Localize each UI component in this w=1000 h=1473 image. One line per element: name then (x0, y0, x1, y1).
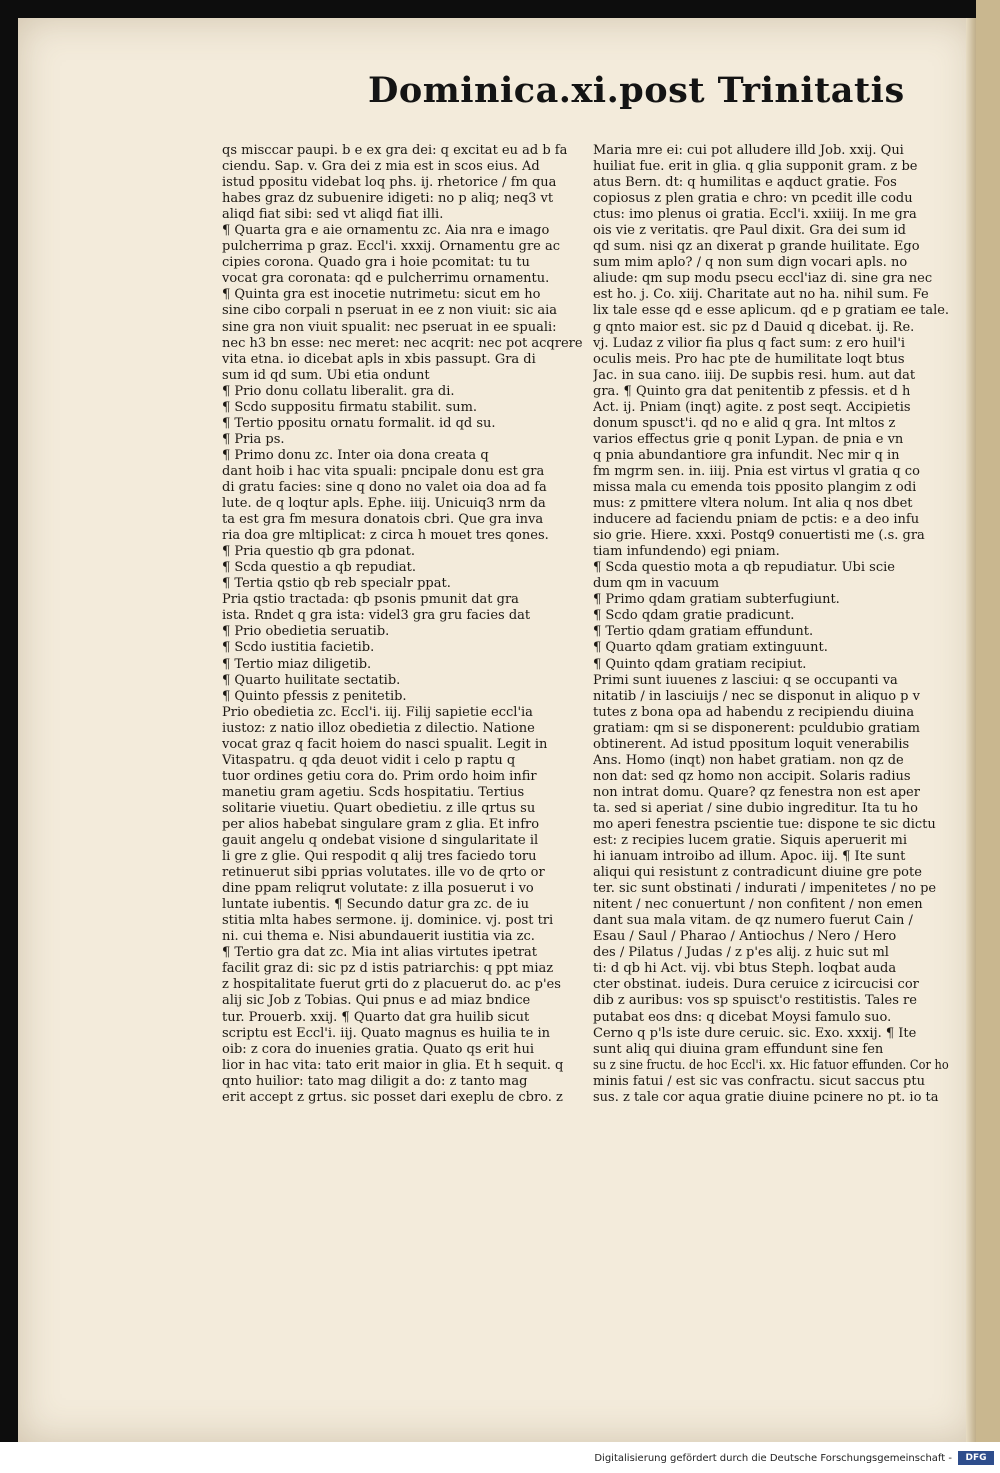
text-line: ¶ Tertio qdam gratiam effundunt. (593, 624, 814, 640)
text-line: ¶ Quarto qdam gratiam extinguunt. (593, 640, 828, 656)
text-line: ¶ Quinto pfessis z penitetib. (222, 688, 407, 704)
text-line: pulcherrima p graz. Eccl'i. xxxij. Ornamentu gre ac (222, 239, 561, 255)
text-line: sum mim aplo? / q non sum dign vocari apls. no (593, 255, 908, 271)
text-line: ria doa gre mltiplicat: z circa h mouet tres qones. (222, 528, 549, 544)
text-line: sine cibo corpali n pseruat in ee z non viuit: sic aia (222, 303, 558, 319)
text-line: Vitaspatru. q qda deuot vidit i celo p raptu q (222, 752, 516, 768)
text-line: ¶ Quinta gra est inocetie nutrimetu: sicut em ho (222, 287, 541, 303)
text-line: per alios habebat singulare gram z glia. Et infro (222, 816, 540, 832)
text-line: ¶ Pria ps. (222, 431, 285, 447)
page-edge (976, 0, 1000, 1442)
text-line: ti: d qb hi Act. vij. vbi btus Steph. loqbat auda (593, 961, 897, 977)
text-line: ¶ Quarto huilitate sectatib. (222, 672, 401, 688)
text-line: aliude: qm sup modu psecu eccl'iaz di. sine gra nec (593, 271, 933, 287)
text-line: ista. Rndet q gra ista: videl3 gra gru facies dat (222, 608, 531, 624)
text-line: Ans. Homo (inqt) non habet gratiam. non qz de (593, 752, 904, 768)
text-line: ¶ Prio obedietia seruatib. (222, 624, 390, 640)
text-line: ¶ Scdo iustitia facietib. (222, 640, 375, 656)
text-line: ctus: imo plenus oi gratia. Eccl'i. xxiiij. In me gra (593, 207, 917, 223)
text-line: sunt aliq qui diuina gram effundunt sine fen (593, 1041, 884, 1057)
text-line: vocat gra coronata: qd e pulcherrimu ornamentu. (222, 271, 550, 287)
text-line: copiosus z plen gratia e chro: vn pcedit ille codu (593, 191, 913, 207)
text-line: mo aperi fenestra pscientie tue: dispone te sic dictu (593, 816, 936, 832)
text-line: ni. cui thema e. Nisi abundauerit iustitia via zc. (222, 929, 535, 945)
text-line: ¶ Prio donu collatu liberalit. gra di. (222, 383, 455, 399)
text-line: tutes z bona opa ad habendu z recipiendu diuina (593, 704, 915, 720)
text-line: mus: z pmittere vltera nolum. Int alia q nos dbet (593, 496, 913, 512)
text-line: tur. Prouerb. xxij. ¶ Quarto dat gra huilib sicut (222, 1009, 530, 1025)
text-line: Primi sunt iuuenes z lasciui: q se occupanti va (593, 672, 898, 688)
text-line: aliqui qui resistunt z contradicunt diuine gre pote (593, 865, 922, 881)
text-line: minis fatui / est sic vas confractu. sicut saccus ptu (593, 1073, 925, 1089)
text-line: dine ppam reliqrut volutate: z illa posuerut i vo (222, 881, 534, 897)
text-line: fm mgrm sen. in. iiij. Pnia est virtus vl gratia q co (593, 463, 920, 479)
text-line: manetiu gram agetiu. Scds hospitatiu. Tertius (222, 784, 525, 800)
dfg-logo: DFG (958, 1451, 994, 1465)
text-line: ois vie z veritatis. qre Paul dixit. Gra dei sum id (593, 223, 906, 239)
text-line: ¶ Scdo qdam gratie pradicunt. (593, 608, 795, 624)
text-line: luntate iubentis. ¶ Secundo datur gra zc. de iu (222, 897, 529, 913)
text-line: Cerno q p'ls iste dure ceruic. sic. Exo. xxxij. ¶ Ite (593, 1025, 917, 1041)
text-line: ¶ Tertia qstio qb reb specialr ppat. (222, 576, 451, 592)
right-text-column (593, 143, 949, 1106)
text-line: non intrat domu. Quare? qz fenestra non est aper (593, 784, 920, 800)
text-line: ter. sic sunt obstinati / indurati / impenitetes / no pe (593, 881, 937, 897)
text-line: ¶ Quarta gra e aie ornamentu zc. Aia nra e imago (222, 223, 550, 239)
text-line: iustoz: z natio illoz obedietia z dilectio. Natione (222, 720, 535, 736)
text-line: vj. Ludaz z vilior fia plus q fact sum: z ero huil'i (593, 335, 906, 351)
text-line: varios effectus grie q ponit Lypan. de pnia e vn (593, 431, 904, 447)
text-line: sus. z tale cor aqua gratie diuine pcinere no pt. io ta (593, 1089, 939, 1105)
text-line: non dat: sed qz homo non accipit. Solaris radius (593, 768, 911, 784)
page-header: Dominica.xi.post Trinitatis (368, 70, 905, 111)
text-line: inducere ad faciendu pniam de pctis: e a deo infu (593, 512, 920, 528)
text-line: erit accept z grtus. sic posset dari exeplu de cbro. z (222, 1089, 563, 1105)
text-line: qs misccar paupi. b e ex gra dei: q excitat eu ad b fa (222, 143, 568, 158)
text-line: ¶ Pria questio qb gra pdonat. (222, 544, 415, 560)
text-line: vocat graz q facit hoiem do nasci spualit. Legit in (222, 736, 548, 752)
text-line: oib: z cora do inuenies gratia. Quato qs erit hui (222, 1041, 535, 1057)
text-line: oculis meis. Pro hac pte de humilitate loqt btus (593, 351, 905, 367)
text-line: missa mala cu emenda tois pposito plangim z odi (593, 479, 917, 495)
text-line: gratiam: qm si se disponerent: pculdubio gratiam (593, 720, 920, 736)
text-line: hi ianuam introibo ad illum. Apoc. iij. ¶ Ite sunt (593, 849, 906, 865)
text-line: putabat eos dns: q dicebat Moysi famulo suo. (593, 1009, 892, 1025)
text-line: nitent / nec conuertunt / non confitent / non emen (593, 897, 923, 913)
text-line: sio grie. Hiere. xxxi. Postq9 conuertisti me (.s. gra (593, 528, 925, 544)
text-line: Maria mre ei: cui pot alludere illd Job. xxij. Qui (593, 143, 904, 158)
text-line: dant hoib i hac vita spuali: pncipale donu est gra (222, 463, 545, 479)
text-line: ta est gra fm mesura donatois cbri. Que gra inva (222, 512, 544, 528)
text-line: ¶ Scdo suppositu firmatu stabilit. sum. (222, 399, 478, 415)
text-line: solitarie viuetiu. Quart obedietiu. z ille qrtus su (222, 800, 536, 816)
text-line: cipies corona. Quado gra i hoie pcomitat: tu tu (222, 255, 530, 271)
text-line: est: z recipies lucem gratie. Siquis aperuerit mi (593, 833, 907, 849)
text-line: dum qm in vacuum (593, 576, 720, 592)
text-line: ¶ Primo donu zc. Inter oia dona creata q (222, 447, 489, 463)
text-line: ¶ Tertio miaz diligetib. (222, 656, 372, 672)
text-line: gra. ¶ Quinto gra dat penitentib z pfessis. et d h (593, 383, 911, 399)
text-line: dib z auribus: vos sp spuisct'o restitistis. Tales re (593, 993, 917, 1009)
text-line: nec h3 bn esse: nec meret: nec acqrit: nec pot acqrere (222, 335, 583, 351)
text-line: Act. ij. Pniam (inqt) agite. z post seqt. Accipietis (593, 399, 911, 415)
left-text-column (222, 143, 588, 1106)
text-line: ciendu. Sap. v. Gra dei z mia est in scos eius. Ad (222, 159, 540, 175)
text-line: g qnto maior est. sic pz d Dauid q dicebat. ij. Re. (593, 319, 915, 335)
text-line: ¶ Scda questio a qb repudiat. (222, 560, 417, 576)
text-line: vita etna. io dicebat apls in xbis passupt. Gra di (222, 351, 536, 367)
text-line: huiliat fue. erit in glia. q glia supponit gram. z be (593, 159, 918, 175)
footer-credit: Digitalisierung gefördert durch die Deutsche Forschungsgemeinschaft - (594, 1453, 952, 1464)
text-line: Esau / Saul / Pharao / Antiochus / Nero / Hero (593, 929, 897, 945)
text-line: ¶ Tertio gra dat zc. Mia int alias virtutes ipetrat (222, 945, 538, 961)
text-line: nitatib / in lasciuijs / nec se disponut in aliquo p v (593, 688, 920, 704)
text-line: retinuerut sibi pprias volutates. ille vo de qrto or (222, 865, 545, 881)
text-line: tiam infundendo) egi pniam. (593, 544, 780, 560)
text-line: alij sic Job z Tobias. Qui pnus e ad miaz bndice (222, 993, 531, 1009)
text-line: atus Bern. dt: q humilitas e aqduct gratie. Fos (593, 175, 897, 191)
text-line: z hospitalitate fuerut grti do z placuerut do. ac p'es (222, 977, 561, 993)
text-line: scriptu est Eccl'i. iij. Quato magnus es huilia te in (222, 1025, 551, 1041)
text-line: Pria qstio tractada: qb psonis pmunit dat gra (222, 592, 519, 608)
text-line: ¶ Primo qdam gratiam subterfugiunt. (593, 592, 840, 608)
text-line: facilit graz di: sic pz d istis patriarchis: q ppt miaz (222, 961, 554, 977)
footer-bar (0, 1442, 1000, 1473)
text-line: ¶ Scda questio mota a qb repudiatur. Ubi scie (593, 560, 895, 576)
text-line: lior in hac vita: tato erit maior in glia. Et h sequit. q (222, 1057, 564, 1073)
text-line: ¶ Tertio ppositu ornatu formalit. id qd su. (222, 415, 496, 431)
text-line: lix tale esse qd e esse aplicum. qd e p gratiam ee tale. (593, 303, 949, 319)
text-line: gauit angelu q ondebat visione d singularitate il (222, 833, 539, 849)
text-line: des / Pilatus / Judas / z p'es alij. z huic sut ml (593, 945, 889, 961)
text-line: obtinerent. Ad istud ppositum loquit venerabilis (593, 736, 910, 752)
text-line: q pnia abundantiore gra infundit. Nec mir q in (593, 447, 900, 463)
text-line: stitia mlta habes sermone. ij. dominice. vj. post tri (222, 913, 554, 929)
text-line: lute. de q loqtur apls. Ephe. iiij. Unicuiq3 nrm da (222, 496, 546, 512)
text-line: ¶ Quinto qdam gratiam recipiut. (593, 656, 807, 672)
text-line: qd sum. nisi qz an dixerat p grande huilitate. Ego (593, 239, 920, 255)
text-line: est ho. j. Co. xiij. Charitate aut no ha. nihil sum. Fe (593, 287, 929, 303)
text-line: li gre z glie. Qui respodit q alij tres faciedo toru (222, 849, 537, 865)
text-line: Jac. in sua cano. iiij. De supbis resi. hum. aut dat (593, 367, 916, 383)
text-line: dant sua mala vitam. de qz numero fuerut Cain / (593, 913, 913, 929)
text-line: di gratu facies: sine q dono no valet oia doa ad fa (222, 479, 547, 495)
text-line: cter obstinat. iudeis. Dura ceruice z icircucisi cor (593, 977, 919, 993)
text-line: su z sine fructu. de hoc Eccl'i. xx. Hic fatuor effunden. Cor ho (593, 1057, 949, 1073)
text-line: ta. sed si aperiat / sine dubio ingreditur. Ita tu ho (593, 800, 918, 816)
text-line: qnto huilior: tato mag diligit a do: z tanto mag (222, 1073, 528, 1089)
text-line: sine gra non viuit spualit: nec pseruat in ee spuali: (222, 319, 557, 335)
text-line: donum spusct'i. qd no e alid q gra. Int mltos z (593, 415, 896, 431)
text-line: sum id qd sum. Ubi etia ondunt (222, 367, 430, 383)
text-line: tuor ordines getiu cora do. Prim ordo hoim infir (222, 768, 537, 784)
text-line: habes graz dz subuenire idigeti: no p aliq; neq3 vt (222, 191, 554, 207)
text-line: aliqd fiat sibi: sed vt aliqd fiat illi. (222, 207, 444, 223)
text-line: istud ppositu videbat loq phs. ij. rhetorice / fm qua (222, 175, 557, 191)
text-line: Prio obedietia zc. Eccl'i. iij. Filij sapietie eccl'ia (222, 704, 533, 720)
